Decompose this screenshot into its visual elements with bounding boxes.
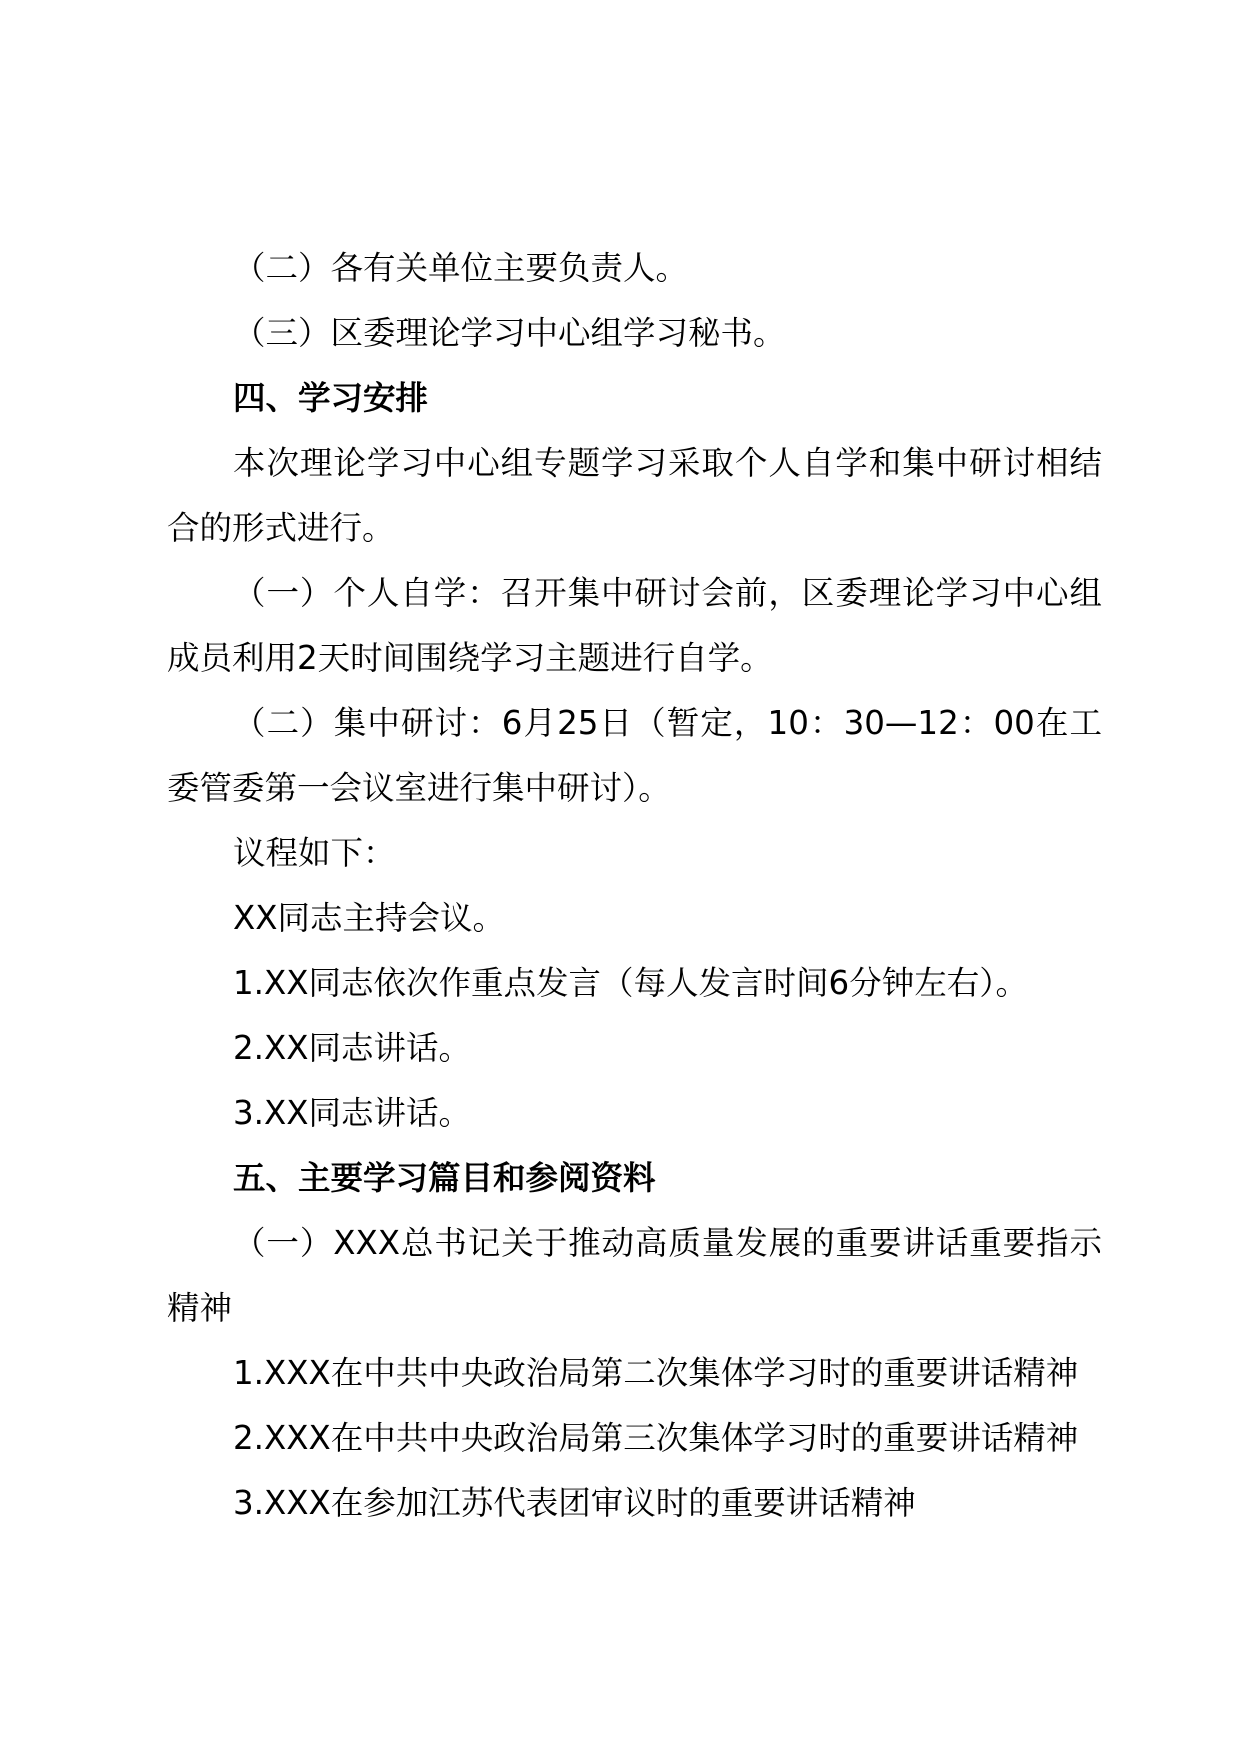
agenda-item: 2.XX同志讲话。 bbox=[233, 1029, 472, 1067]
agenda-item: XX同志主持会议。 bbox=[233, 899, 506, 937]
paragraph-line: 委管委第一会议室进行集中研讨）。 bbox=[167, 769, 671, 807]
paragraph-line: （一）XXX总书记关于推动高质量发展的重要讲话重要指示 bbox=[233, 1224, 1102, 1262]
agenda-item: 3.XX同志讲话。 bbox=[233, 1094, 472, 1132]
reading-item: 3.XXX在参加江苏代表团审议时的重要讲话精神 bbox=[233, 1484, 916, 1522]
paragraph-line: 精神 bbox=[167, 1289, 233, 1327]
agenda-title: 议程如下： bbox=[233, 834, 396, 872]
paragraph-line: （一）个人自学：召开集中研讨会前，区委理论学习中心组 bbox=[233, 574, 1102, 612]
reading-item: 2.XXX在中共中央政治局第三次集体学习时的重要讲话精神 bbox=[233, 1419, 1079, 1457]
agenda-item: 1.XX同志依次作重点发言（每人发言时间6分钟左右）。 bbox=[233, 964, 1028, 1002]
list-item-attendees-3: （三）区委理论学习中心组学习秘书。 bbox=[233, 314, 786, 352]
section-heading-4: 四、学习安排 bbox=[233, 379, 429, 417]
paragraph-line: 合的形式进行。 bbox=[167, 509, 395, 547]
list-item-attendees-2: （二）各有关单位主要负责人。 bbox=[233, 249, 689, 287]
paragraph-line: 成员利用2天时间围绕学习主题进行自学。 bbox=[167, 639, 773, 677]
paragraph-line: （二）集中研讨：6月25日（暂定，10：30—12：00在工 bbox=[233, 704, 1102, 742]
section-heading-5: 五、主要学习篇目和参阅资料 bbox=[233, 1159, 656, 1197]
reading-item: 1.XXX在中共中央政治局第二次集体学习时的重要讲话精神 bbox=[233, 1354, 1079, 1392]
paragraph-line: 本次理论学习中心组专题学习采取个人自学和集中研讨相结 bbox=[233, 444, 1102, 482]
